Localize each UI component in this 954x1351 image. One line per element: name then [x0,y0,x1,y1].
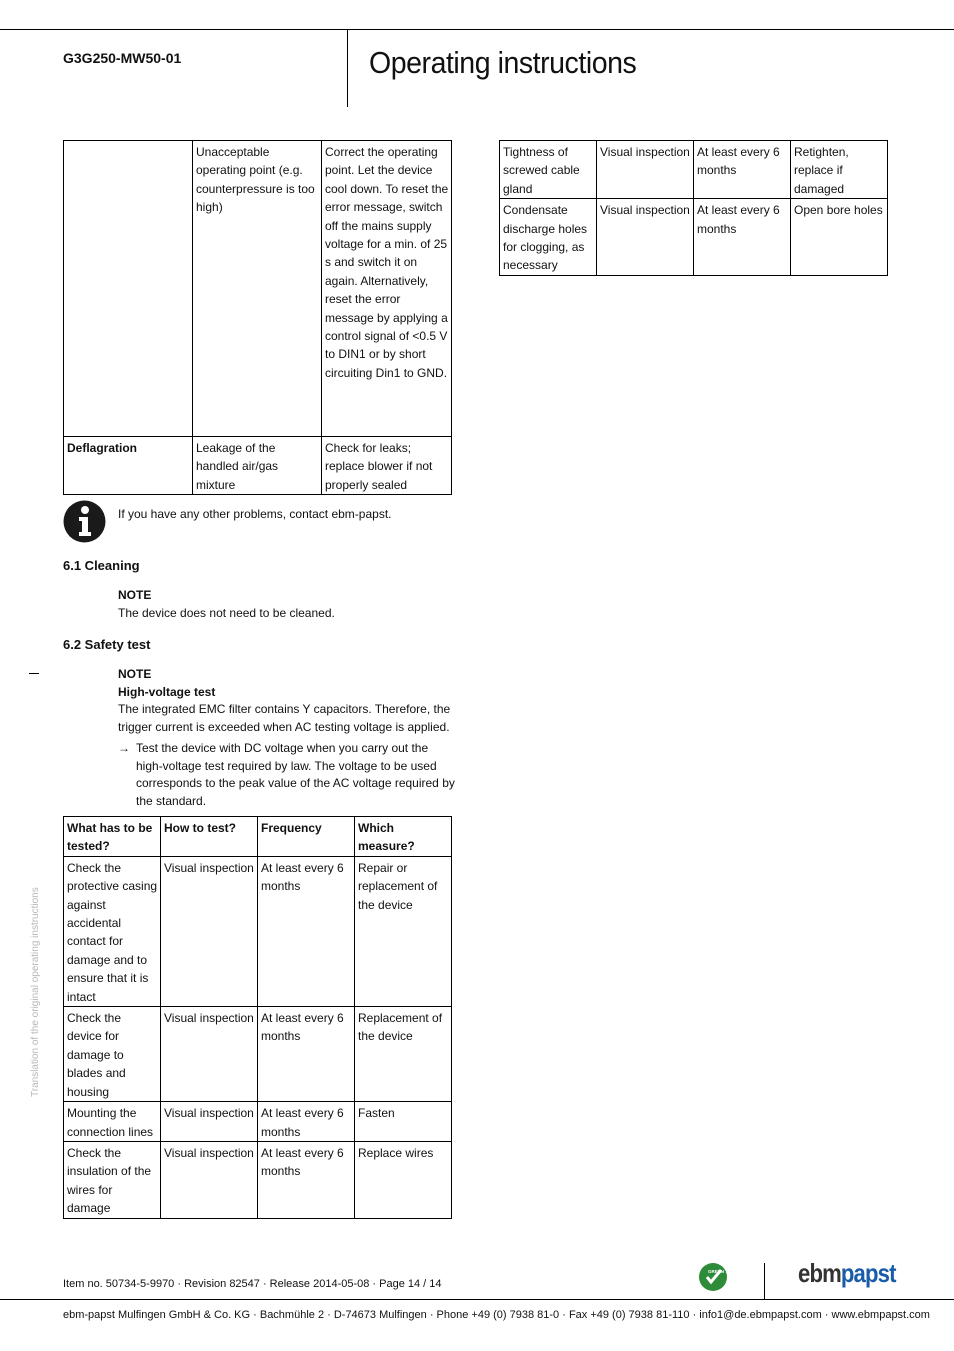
table-header-row [64,817,452,857]
table-row [500,141,888,199]
remedy-cell: Correct the operating point. Let the device cool down. To reset the error message, switch off the mains supply voltage for a min. of 25 s and switch it on again. Alternatively, reset the error message by applying a control signal of <0.5 V to DIN1 or by short circuiting Din1 to GND. [322,141,452,437]
column-header: Which measure? [355,817,452,857]
table-row [500,199,888,276]
cleaning-note [118,587,458,622]
greentech-badge-icon [698,1262,738,1292]
table-cell: Replacement of the device [355,1007,452,1102]
column-header: What has to be tested? [64,817,161,857]
troubleshooting-table [63,140,452,495]
note-label: NOTE [118,667,152,681]
item-info: Item no. 50734-5-9970 · Revision 82547 · Release 2014-05-08 · Page 14 / 14 [63,1278,442,1290]
malfunction-cell [64,141,193,437]
column-header: How to test? [161,817,258,857]
note-text: The integrated EMC filter contains Y capacitors. Therefore, the trigger current is exceeded when AC testing voltage is applied. [118,702,451,734]
maintenance-table [499,140,888,276]
side-note: Translation of the original operating instructions [30,887,41,1097]
section-heading-safety-test: 6.2 Safety test [63,637,151,652]
table-row [64,1007,452,1102]
table-cell: Fasten [355,1102,452,1142]
page-title: Operating instructions [369,45,637,80]
table-cell: Check the protective casing against accidental contact for damage and to ensure that it is intact [64,856,161,1006]
table-cell: Condensate discharge holes for clogging, as necessary [500,199,597,276]
malfunction-cell: Deflagration [64,437,193,495]
table-cell: At least every 6 months [258,1007,355,1102]
cause-cell: Leakage of the handled air/gas mixture [193,437,322,495]
table-cell: Retighten, replace if damaged [791,141,888,199]
ebmpapst-logo: ebmpapst [798,1258,896,1288]
table-cell: Repair or replacement of the device [355,856,452,1006]
company-address: ebm-papst Mulfingen GmbH & Co. KG · Bachmühle 2 · D-74673 Mulfingen · Phone +49 (0) 7938 81-0 · Fax +49 (0) 7938 81-110 · info1@de.ebmpapst.com · www.ebmpapst.com [63,1309,930,1321]
cause-cell: Unacceptable operating point (e.g. counterpressure is too high) [193,141,322,437]
table-cell: At least every 6 months [258,1102,355,1142]
greentech-label: GREEN TECH [708,1269,738,1274]
header-divider [347,29,348,107]
table-cell: Visual inspection [597,141,694,199]
remedy-cell: Check for leaks; replace blower if not properly sealed [322,437,452,495]
table-row [64,1141,452,1218]
table-cell: Check the insulation of the wires for damage [64,1141,161,1218]
table-row [64,141,452,437]
instruction-step [118,740,458,810]
table-cell: At least every 6 months [694,141,791,199]
table-cell: Visual inspection [161,856,258,1006]
table-cell: Visual inspection [161,1141,258,1218]
model-number: G3G250-MW50-01 [63,50,182,66]
table-cell: Tightness of screwed cable gland [500,141,597,199]
arrow-icon: → [118,741,130,755]
table-cell: At least every 6 months [694,199,791,276]
note-text: The device does not need to be cleaned. [118,605,335,620]
table-cell: At least every 6 months [258,1141,355,1218]
table-cell: Mounting the connection lines [64,1102,161,1142]
table-cell: Visual inspection [597,199,694,276]
column-header: Frequency [258,817,355,857]
logo-divider [764,1263,765,1299]
table-cell: Open bore holes [791,199,888,276]
table-cell: Check the device for damage to blades and housing [64,1007,161,1102]
table-row [64,856,452,1006]
table-row [64,1102,452,1142]
safety-note [118,666,458,810]
footer-rule [0,1299,954,1300]
table-cell: Visual inspection [161,1102,258,1142]
step-text: Test the device with DC voltage when you carry out the high-voltage test required by law. The voltage to be used corresponds to the peak value of the AC voltage required by the standard. [136,741,455,808]
note-title: High-voltage test [118,684,216,699]
note-label: NOTE [118,588,152,602]
table-row [64,437,452,495]
table-cell: Visual inspection [161,1007,258,1102]
margin-mark [29,673,39,674]
table-cell: At least every 6 months [258,856,355,1006]
info-icon [63,500,106,543]
header-top-rule [0,29,954,30]
info-text: If you have any other problems, contact ebm-papst. [118,507,392,521]
table-cell: Replace wires [355,1141,452,1218]
safety-test-table [63,816,452,1219]
section-heading-cleaning: 6.1 Cleaning [63,558,140,573]
